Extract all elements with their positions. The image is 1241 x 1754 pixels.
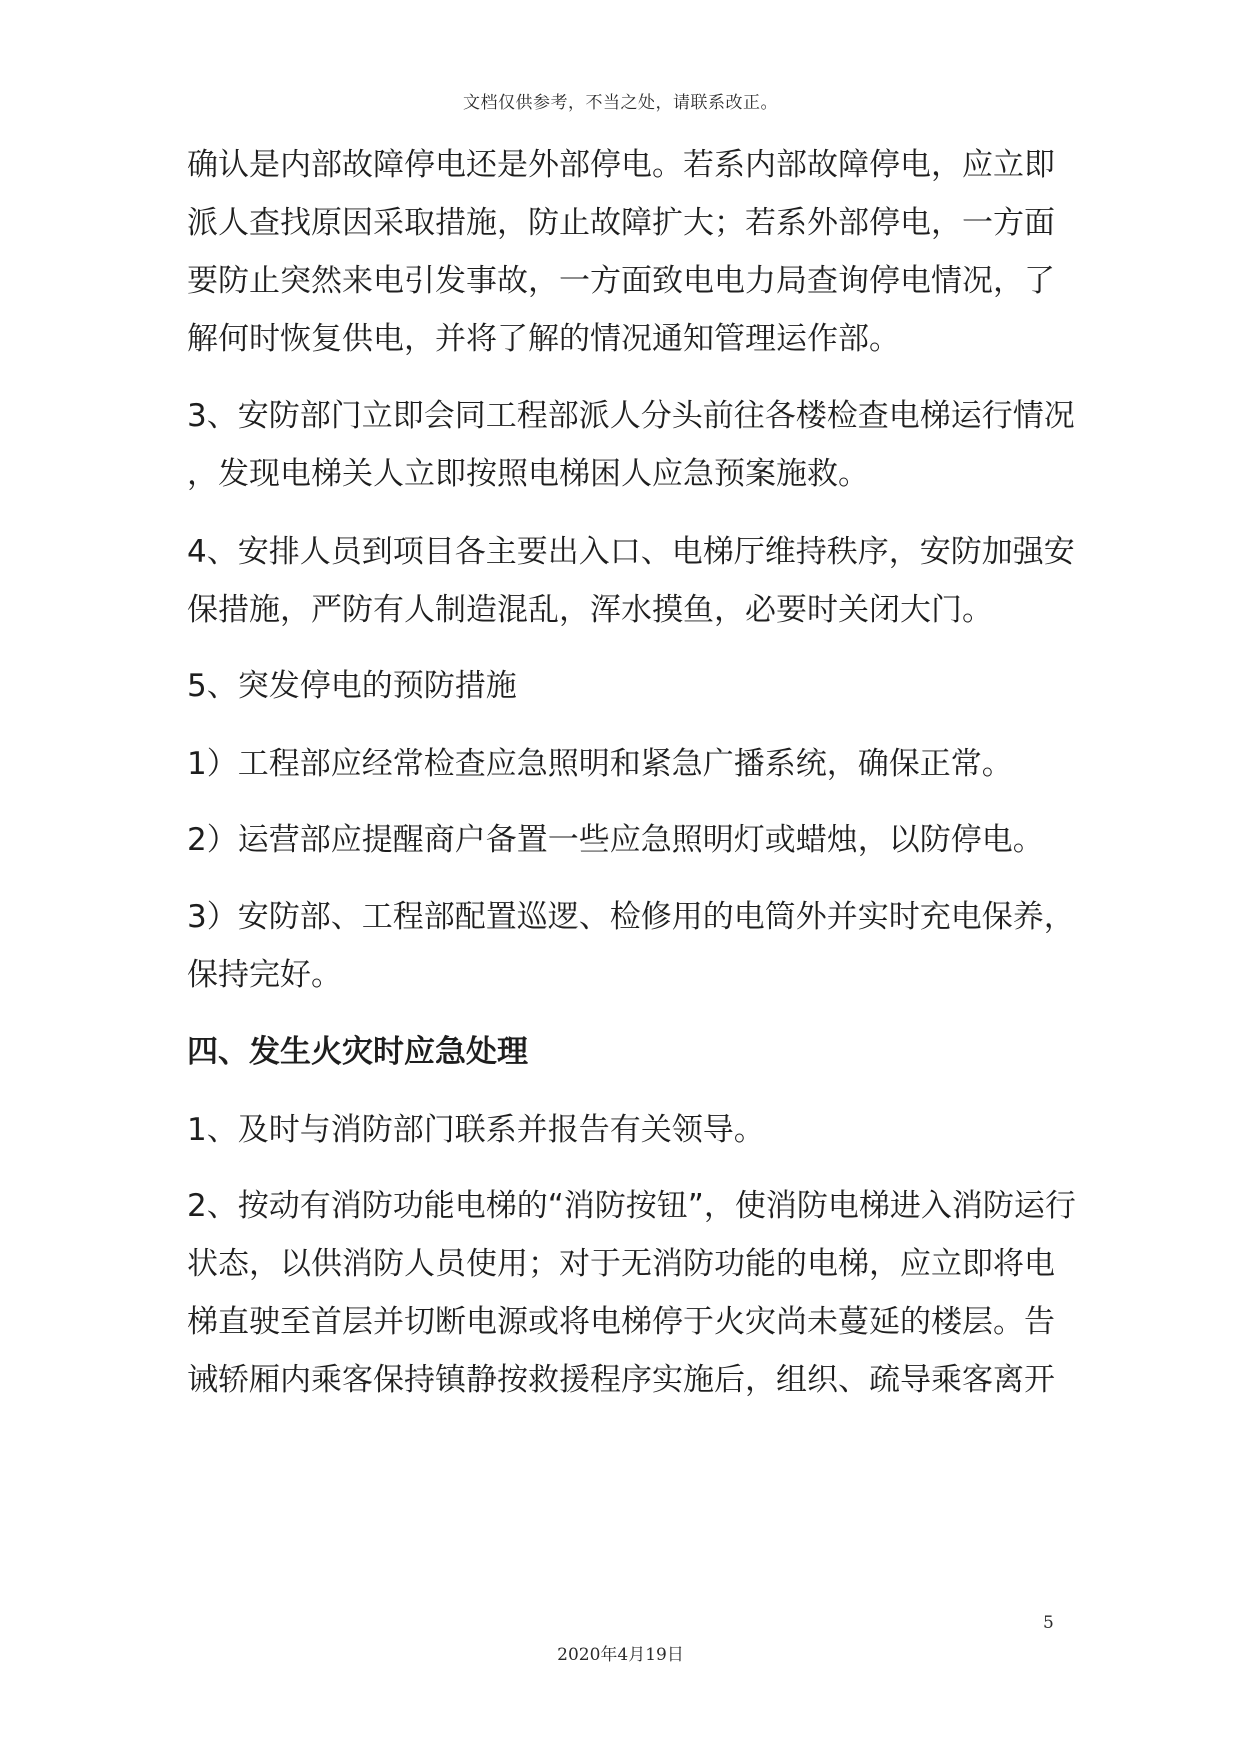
body-line: 状态，以供消防人员使用；对于无消防功能的电梯，应立即将电 [187,1246,1055,1282]
body-line: 保措施，严防有人制造混乱，浑水摸鱼，必要时关闭大门。 [187,592,993,628]
body-line: 3、安防部门立即会同工程部派人分头前往各楼检查电梯运行情况 [187,398,1075,434]
body-line: 5、突发停电的预防措施 [187,668,517,704]
page-number: 5 [1043,1613,1054,1633]
body-line: 保持完好。 [187,957,342,993]
body-line: 1）工程部应经常检查应急照明和紧急广播系统，确保正常。 [187,746,1013,782]
body-line: 梯直驶至首层并切断电源或将电梯停于火灾尚未蔓延的楼层。告 [187,1304,1055,1340]
body-line: ，发现电梯关人立即按照电梯困人应急预案施救。 [187,456,869,492]
body-line: 4、安排人员到项目各主要出入口、电梯厅维持秩序，安防加强安 [187,534,1075,570]
body-line: 确认是内部故障停电还是外部停电。若系内部故障停电，应立即 [187,147,1055,183]
body-line: 1、及时与消防部门联系并报告有关领导。 [187,1112,765,1148]
footer-date: 2020年4月19日 [557,1645,684,1665]
body-line: 2）运营部应提醒商户备置一些应急照明灯或蜡烛，以防停电。 [187,822,1044,858]
body-line: 派人查找原因采取措施，防止故障扩大；若系外部停电，一方面 [187,205,1055,241]
body-line: 3）安防部、工程部配置巡逻、检修用的电筒外并实时充电保养， [187,899,1075,935]
section-heading: 四、发生火灾时应急处理 [187,1034,528,1070]
header-disclaimer: 文档仅供参考，不当之处，请联系改正。 [463,93,778,113]
body-line: 要防止突然来电引发事故，一方面致电电力局查询停电情况，了 [187,263,1055,299]
body-line: 解何时恢复供电，并将了解的情况通知管理运作部。 [187,321,900,357]
body-line: 2、按动有消防功能电梯的“消防按钮”，使消防电梯进入消防运行 [187,1188,1076,1224]
body-line: 诫轿厢内乘客保持镇静按救援程序实施后，组织、疏导乘客离开 [187,1362,1055,1398]
